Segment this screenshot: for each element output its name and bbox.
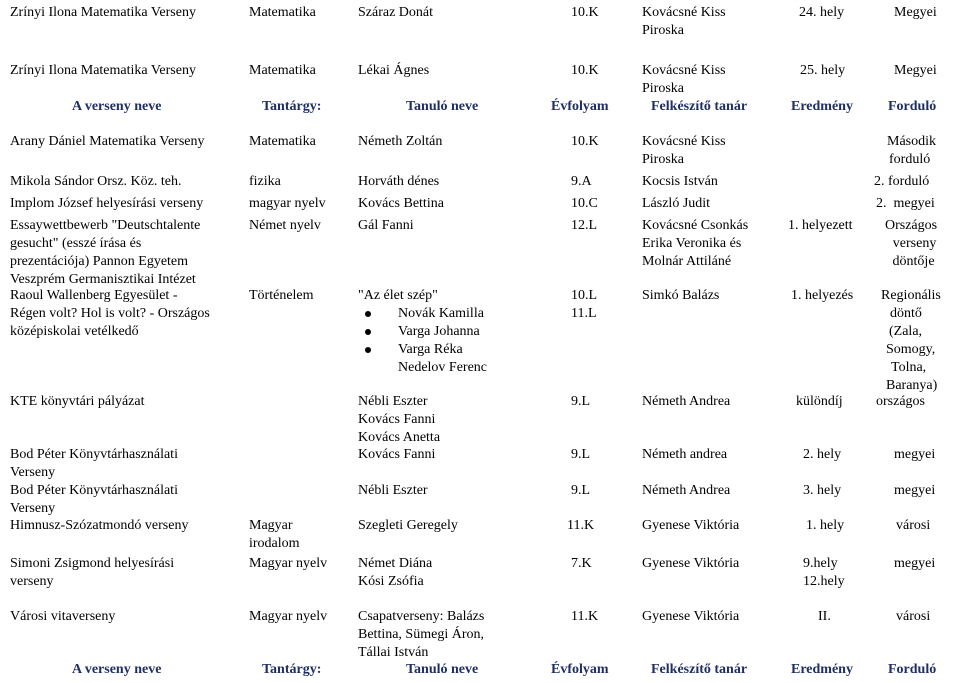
header-subject: Tantárgy: — [262, 662, 322, 677]
teacher: Kovácsné Kiss Piroska — [642, 5, 726, 38]
student-list: Csapatverseny: Balázs Bettina, Sümegi Áron, Tállai István — [358, 609, 485, 660]
grade: 9.L — [571, 483, 591, 498]
result: 1. helyezés — [791, 288, 854, 303]
header-teacher: Felkészítő tanár — [651, 662, 748, 677]
subject: Matematika — [249, 134, 316, 149]
student-name: Németh Zoltán — [358, 134, 443, 149]
competition-name: Simoni Zsigmond helyesírási verseny — [10, 556, 175, 589]
round: 2. megyei — [876, 196, 935, 211]
competition-name: Implom József helyesírási verseny — [10, 196, 204, 211]
team-title: "Az élet szép" — [358, 288, 438, 303]
competition-name: Bod Péter Könyvtárhasználati Verseny — [10, 483, 178, 516]
round: Országos verseny döntője — [885, 218, 938, 269]
result: 3. hely — [803, 483, 842, 498]
header-name: A verseny neve — [72, 99, 162, 114]
round: Megyei — [894, 63, 937, 78]
teacher: Gyenese Viktória — [642, 518, 740, 533]
student-list: Nébli Eszter Kovács Fanni Kovács Anetta — [358, 394, 441, 445]
subject: fizika — [249, 174, 281, 189]
round: városi — [896, 609, 931, 624]
list-item: Varga Johanna — [357, 323, 487, 341]
competition-name: Essaywettbewerb "Deutschtalente gesucht" (esszé írása és prezentációja) Pannon Egyetem Veszprém Germanisztikai Intézet — [10, 218, 201, 287]
competition-name: Zrínyi Ilona Matematika Verseny — [10, 5, 196, 20]
student-name: Lékai Ágnes — [358, 63, 430, 78]
result: 1. hely — [806, 518, 845, 533]
header-subject: Tantárgy: — [262, 99, 322, 114]
round: országos — [876, 394, 925, 409]
header-grade: Évfolyam — [551, 662, 609, 677]
header-student: Tanuló neve — [406, 662, 479, 677]
round: Regionális döntő (Zala, Somogy, Tolna, Baranya) — [881, 288, 941, 393]
competition-name: Arany Dániel Matematika Verseny — [10, 134, 205, 149]
grade: 9.A — [571, 174, 592, 189]
header-teacher: Felkészítő tanár — [651, 99, 748, 114]
round: 2. forduló — [874, 174, 930, 189]
student-list — [358, 287, 487, 377]
list-item: Varga Réka — [357, 341, 487, 359]
teacher: Kocsis István — [642, 174, 718, 189]
header-round: Forduló — [888, 662, 937, 677]
student-name: Nébli Eszter — [358, 483, 428, 498]
grade: 10.K — [571, 5, 599, 20]
teacher: Gyenese Viktória — [642, 556, 740, 571]
teacher: Simkó Balázs — [642, 288, 720, 303]
competition-name: Zrínyi Ilona Matematika Verseny — [10, 63, 196, 78]
grade: 12.L — [571, 218, 598, 233]
competition-name: Bod Péter Könyvtárhasználati Verseny — [10, 447, 178, 480]
grade: 10.L 11.L — [571, 288, 598, 321]
student-name: Szegleti Geregely — [358, 518, 458, 533]
result: 24. hely — [799, 5, 845, 20]
header-result: Eredmény — [791, 99, 853, 114]
grade: 7.K — [571, 556, 592, 571]
student-name: Horváth dénes — [358, 174, 440, 189]
student-name: Kovács Bettina — [358, 196, 444, 211]
competition-name: KTE könyvtári pályázat — [10, 394, 145, 409]
subject: Magyar nyelv — [249, 609, 328, 624]
result: különdíj — [796, 394, 843, 409]
round: megyei — [894, 447, 936, 462]
result: 2. hely — [803, 447, 842, 462]
header-name: A verseny neve — [72, 662, 162, 677]
result: 1. helyezett — [788, 218, 853, 233]
grade: 11.K — [567, 518, 595, 533]
student-name: Gál Fanni — [358, 218, 414, 233]
subject: Német nyelv — [249, 218, 321, 233]
teacher: Németh Andrea — [642, 483, 731, 498]
subject: Magyar irodalom — [249, 518, 300, 551]
competition-name: Raoul Wallenberg Egyesület - Régen volt? Hol is volt? - Országos középiskolai vetélkedő — [10, 288, 210, 339]
list-item: Novák Kamilla — [357, 305, 487, 323]
grade: 11.K — [571, 609, 599, 624]
teacher: Németh andrea — [642, 447, 728, 462]
grade: 10.C — [571, 196, 598, 211]
competition-name: Városi vitaverseny — [10, 609, 116, 624]
subject: Történelem — [249, 288, 314, 303]
subject: Matematika — [249, 5, 316, 20]
round: Megyei — [894, 5, 937, 20]
teacher: László Judit — [642, 196, 711, 211]
grade: 9.L — [571, 447, 591, 462]
header-student: Tanuló neve — [406, 99, 479, 114]
competition-name: Himnusz-Szózatmondó verseny — [10, 518, 189, 533]
subject: magyar nyelv — [249, 196, 326, 211]
round: megyei — [894, 556, 936, 571]
header-result: Eredmény — [791, 662, 853, 677]
grade: 10.K — [571, 134, 599, 149]
teacher: Kovácsné Csonkás Erika Veronika és Molnár Attiláné — [642, 218, 749, 269]
teacher: Gyenese Viktória — [642, 609, 740, 624]
grade: 9.L — [571, 394, 591, 409]
subject: Matematika — [249, 63, 316, 78]
round: Második forduló — [887, 134, 936, 167]
round: városi — [896, 518, 931, 533]
round: megyei — [894, 483, 936, 498]
teacher: Kovácsné Kiss Piroska — [642, 134, 726, 167]
list-item: Nedelov Ferenc — [398, 360, 488, 375]
result: II. — [818, 609, 831, 624]
header-grade: Évfolyam — [551, 99, 609, 114]
teacher: Kovácsné Kiss Piroska — [642, 63, 726, 96]
subject: Magyar nyelv — [249, 556, 328, 571]
teacher: Németh Andrea — [642, 394, 731, 409]
grade: 10.K — [571, 63, 599, 78]
student-name: Száraz Donát — [358, 5, 434, 20]
header-round: Forduló — [888, 99, 937, 114]
competition-name: Mikola Sándor Orsz. Köz. teh. — [10, 174, 182, 189]
result: 25. hely — [800, 63, 846, 78]
result: 9.hely 12.hely — [803, 556, 845, 589]
student-list: Német Diána Kósi Zsófia — [358, 556, 433, 589]
student-name: Kovács Fanni — [358, 447, 436, 462]
